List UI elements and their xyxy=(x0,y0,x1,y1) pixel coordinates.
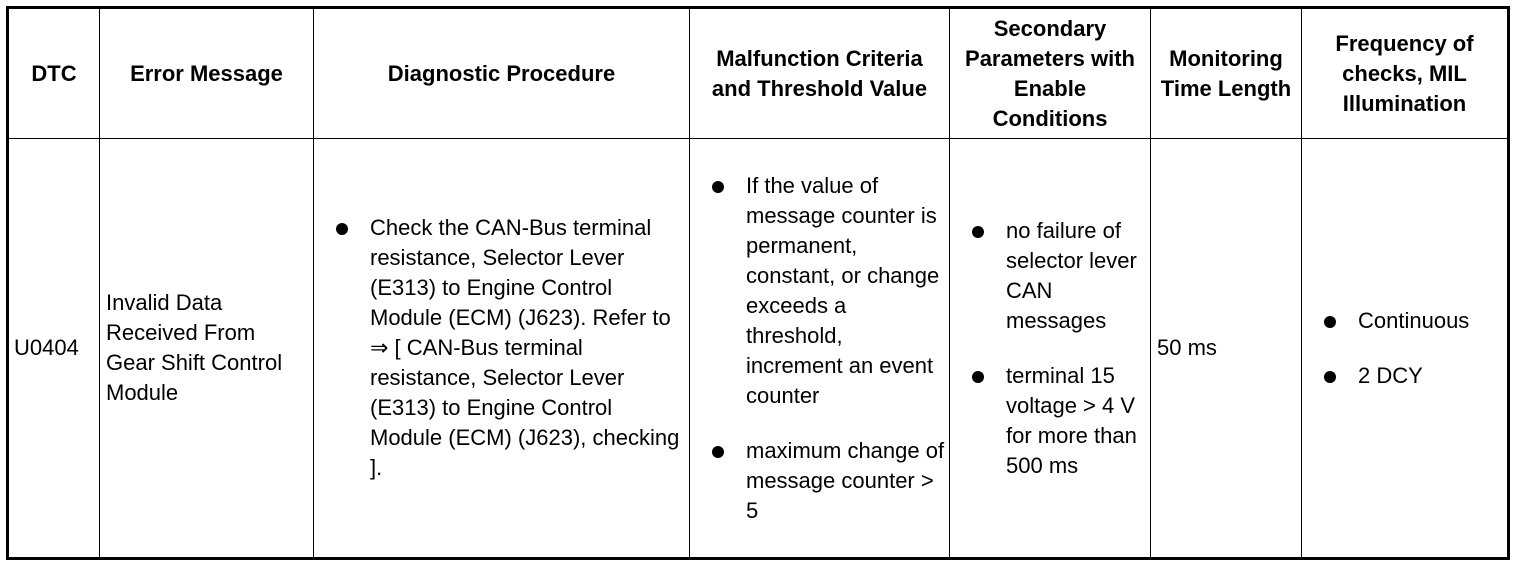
list-item: Check the CAN-Bus terminal resistance, Selector Lever (E313) to Engine Control Module (ECM) (J623). Refer to ⇒ [ CAN-Bus terminal resistance, Selector Lever (E313) to Engine Control Module (ECM) (J623), checking ]. xyxy=(314,213,681,483)
malfunction-criteria-list xyxy=(690,171,945,526)
header-monitoring-time: Monitoring Time Length xyxy=(1151,8,1302,139)
list-item: terminal 15 voltage > 4 V for more than 500 ms xyxy=(950,361,1144,481)
cell-secondary-parameters xyxy=(950,139,1151,559)
table-row xyxy=(8,139,1509,559)
header-diagnostic-procedure: Diagnostic Procedure xyxy=(314,8,690,139)
cell-frequency xyxy=(1302,139,1509,559)
header-error-message: Error Message xyxy=(100,8,314,139)
header-malfunction-criteria: Malfunction Criteria and Threshold Value xyxy=(690,8,950,139)
list-item: Continuous xyxy=(1302,306,1507,336)
cell-diagnostic-procedure xyxy=(314,139,690,559)
cell-malfunction-criteria xyxy=(690,139,950,559)
list-item: If the value of message counter is permanent, constant, or change exceeds a threshold, increment an event counter xyxy=(690,171,945,411)
list-item: no failure of selector lever CAN messages xyxy=(950,216,1144,336)
cell-monitoring-time: 50 ms xyxy=(1151,139,1302,559)
header-row xyxy=(8,8,1509,139)
list-item: 2 DCY xyxy=(1302,361,1507,391)
frequency-list xyxy=(1302,306,1507,391)
dtc-table xyxy=(6,6,1510,560)
cell-error-message: Invalid Data Received From Gear Shift Control Module xyxy=(100,139,314,559)
cell-dtc: U0404 xyxy=(8,139,100,559)
header-secondary-parameters: Secondary Parameters with Enable Conditions xyxy=(950,8,1151,139)
secondary-parameters-list xyxy=(950,216,1144,481)
header-dtc: DTC xyxy=(8,8,100,139)
diagnostic-procedure-list xyxy=(314,213,681,483)
list-item: maximum change of message counter > 5 xyxy=(690,436,945,526)
header-frequency: Frequency of checks, MIL Illumination xyxy=(1302,8,1509,139)
